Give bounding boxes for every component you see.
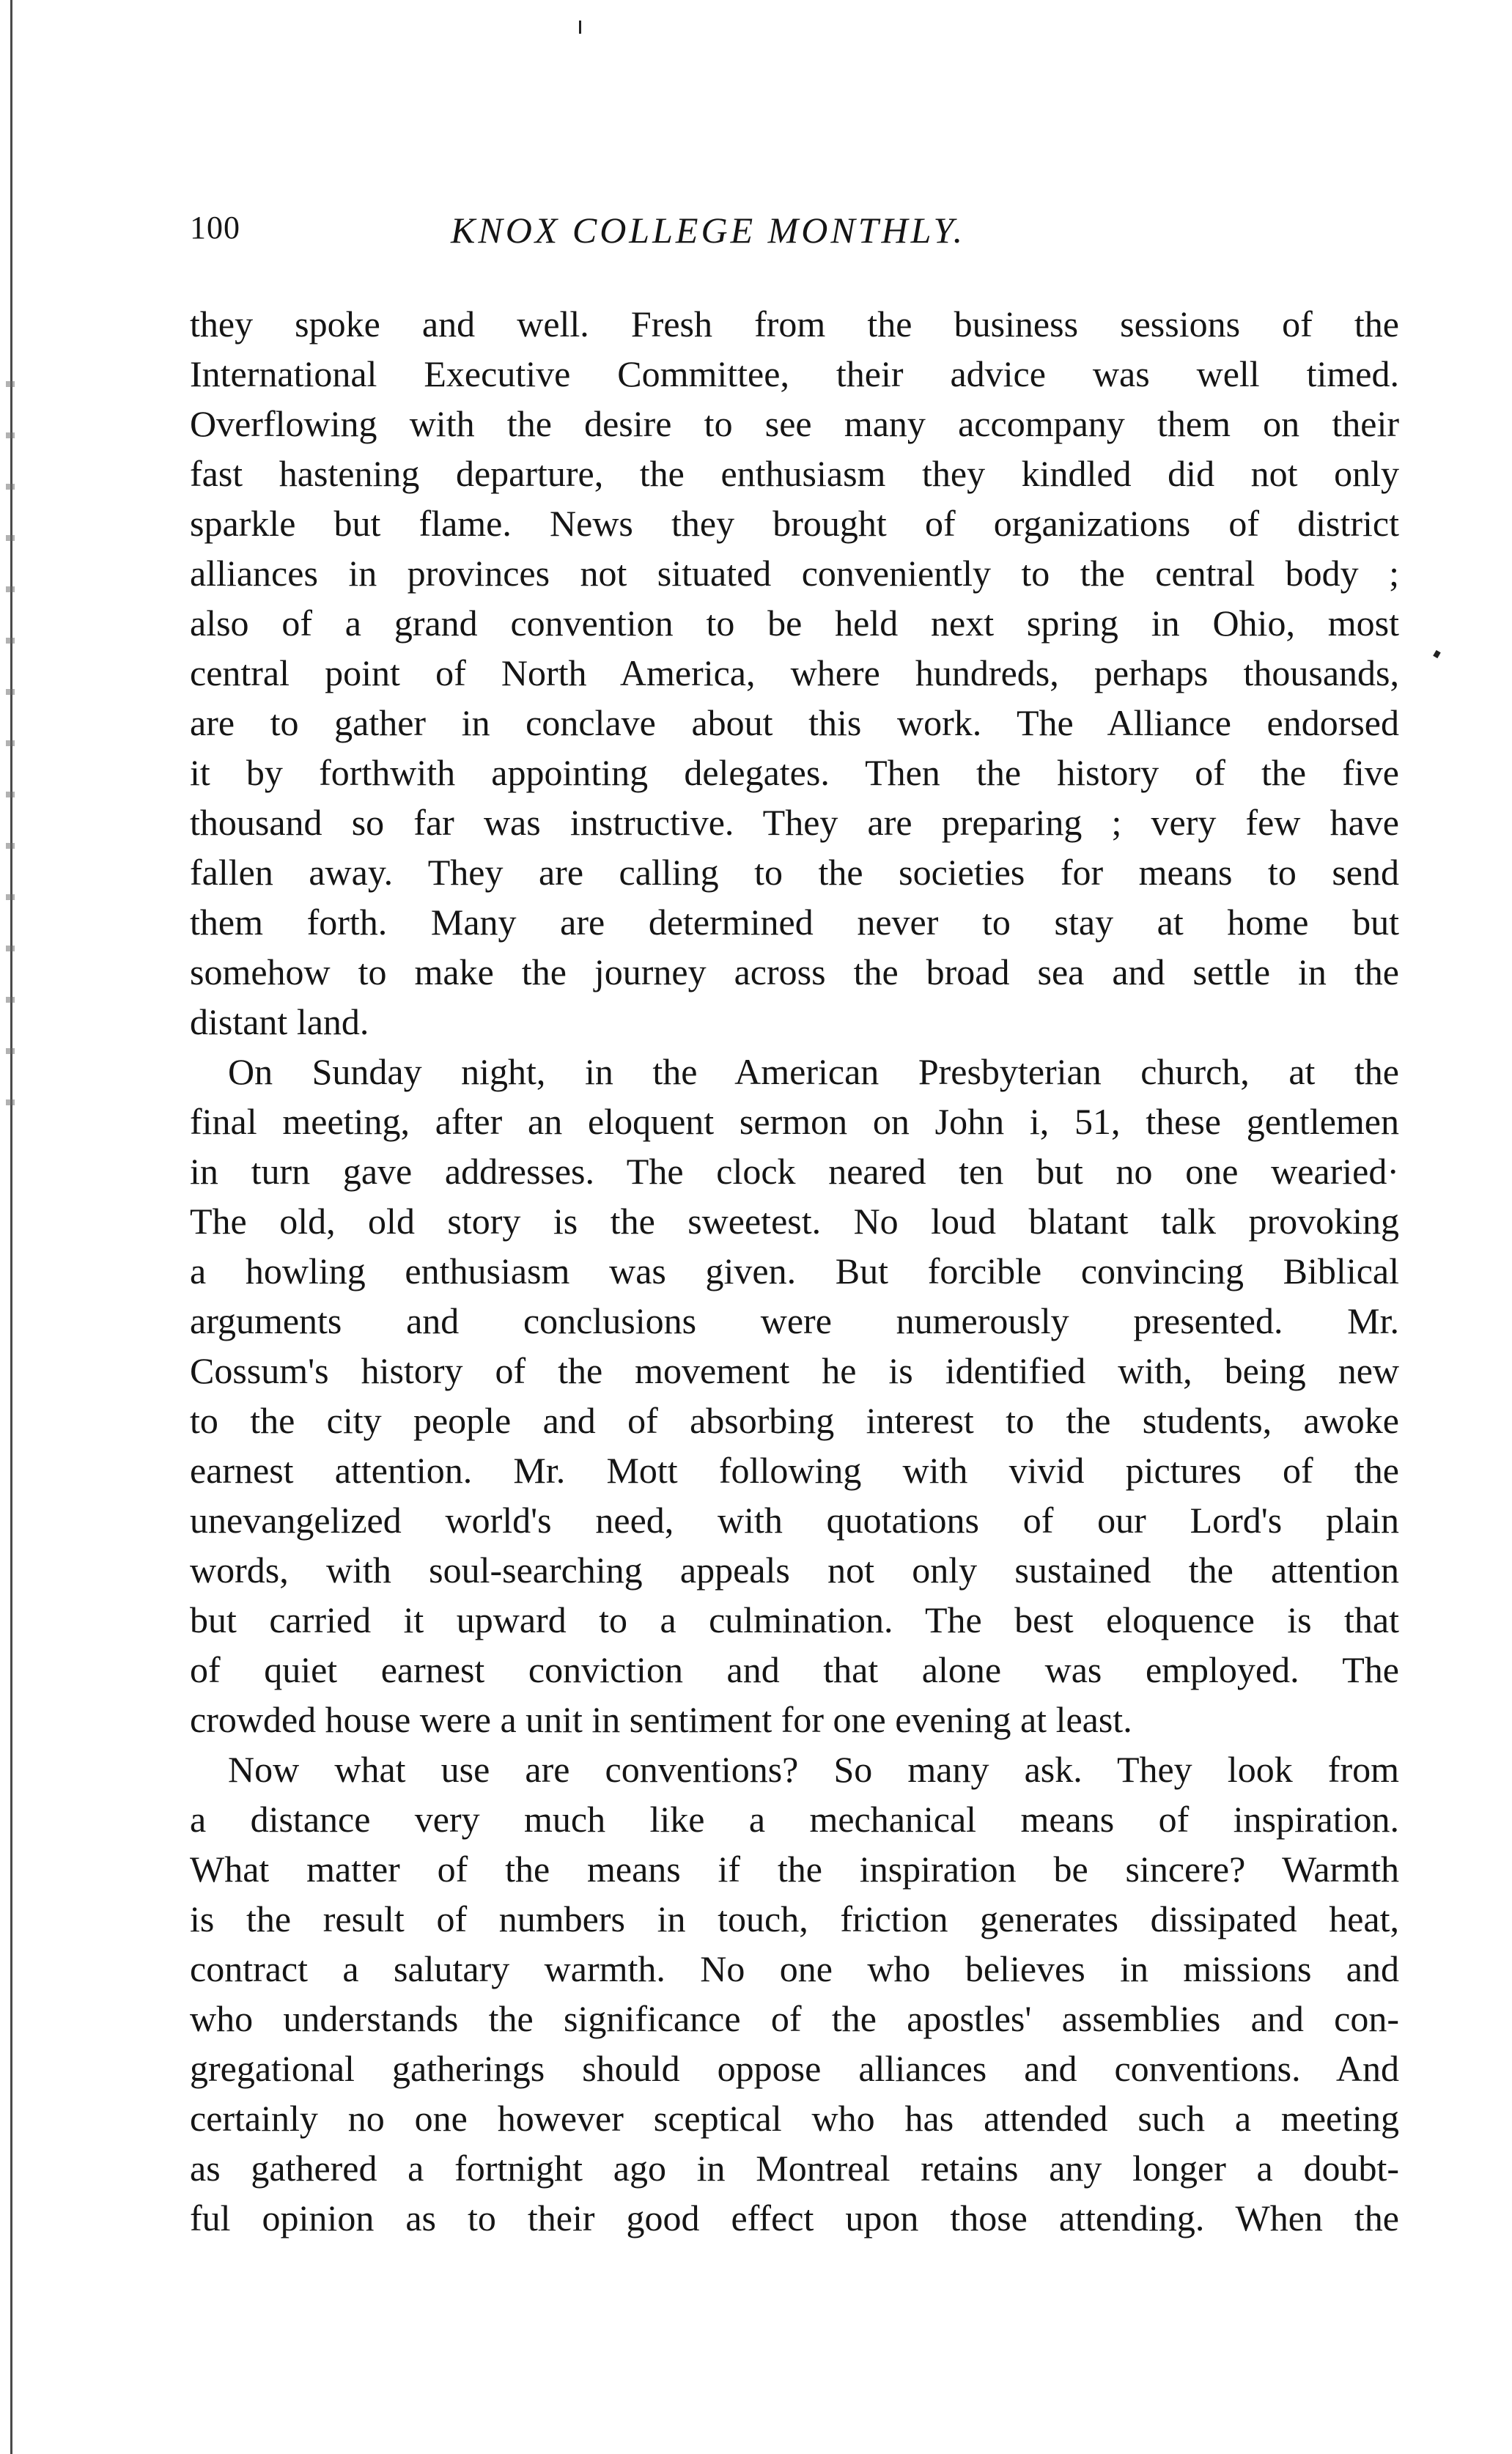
text-line: contract a salutary warmth. No one who believes in missions and (190, 1948, 1399, 1989)
text-line: who understands the significance of the apostles' assemblies and con- (190, 1998, 1399, 2039)
text-line: a howling enthusiasm was given. But forcible convincing Biblical (190, 1250, 1399, 1292)
text-line: but carried it upward to a culmination. The best eloquence is that (190, 1599, 1399, 1640)
running-title: KNOX COLLEGE MONTHLY. (451, 210, 966, 251)
text-line: somehow to make the journey across the broad sea and settle in the (190, 951, 1399, 992)
text-line: they spoke and well. Fresh from the business sessions of the (190, 303, 1399, 344)
text-line: them forth. Many are determined never to stay at home but (190, 902, 1399, 943)
text-line: a distance very much like a mechanical means of inspiration. (190, 1799, 1399, 1840)
text-line: words, with soul-searching appeals not only sustained the attention (190, 1550, 1399, 1591)
text-line: central point of North America, where hundreds, perhaps thousands, (190, 652, 1399, 693)
stray-ink-mark-top (579, 21, 581, 34)
text-line: are to gather in conclave about this work. The Alliance endorsed (190, 702, 1399, 743)
text-line: distant land. (190, 1001, 369, 1042)
text-line: crowded house were a unit in sentiment for one evening at least. (190, 1699, 1132, 1740)
text-line: What matter of the means if the inspiration be sincere? Warmth (190, 1849, 1399, 1890)
page-edge-rule (10, 0, 12, 2454)
margin-scan-marks (6, 381, 15, 1114)
text-line: alliances in provinces not situated conveniently to the central body ; (190, 553, 1399, 594)
text-line: final meeting, after an eloquent sermon on John i, 51, these gentlemen (190, 1101, 1399, 1142)
text-line: Now what use are conventions? So many ask. They look from (228, 1749, 1399, 1790)
text-line: as gathered a fortnight ago in Montreal retains any longer a doubt- (190, 2148, 1399, 2189)
text-line: gregational gatherings should oppose alliances and conventions. And (190, 2048, 1399, 2089)
page-number: 100 (190, 210, 240, 246)
text-line: sparkle but flame. News they brought of organizations of district (190, 503, 1399, 544)
text-line: of quiet earnest conviction and that alone was employed. The (190, 1649, 1399, 1690)
text-line: arguments and conclusions were numerously presented. Mr. (190, 1300, 1399, 1341)
text-line: Cossum's history of the movement he is identified with, being new (190, 1350, 1399, 1391)
text-line: to the city people and of absorbing interest to the students, awoke (190, 1400, 1399, 1441)
text-line: in turn gave addresses. The clock neared ten but no one wearied· (190, 1151, 1399, 1192)
text-line: fast hastening departure, the enthusiasm they kindled did not only (190, 453, 1399, 494)
paragraph-3 (190, 1744, 1399, 2243)
text-line: is the result of numbers in touch, friction generates dissipated heat, (190, 1898, 1399, 1939)
paragraph-2 (190, 1047, 1399, 1744)
text-line: unevangelized world's need, with quotations of our Lord's plain (190, 1500, 1399, 1541)
paragraph-1 (190, 299, 1399, 1047)
stray-ink-mark-right (1433, 650, 1441, 658)
text-line: Overflowing with the desire to see many accompany them on their (190, 403, 1399, 444)
text-line: certainly no one however sceptical who has attended such a meeting (190, 2098, 1399, 2139)
text-line: also of a grand convention to be held next spring in Ohio, most (190, 603, 1399, 644)
text-line: The old, old story is the sweetest. No loud blatant talk provoking (190, 1201, 1399, 1242)
text-line: earnest attention. Mr. Mott following with vivid pictures of the (190, 1450, 1399, 1491)
text-line: International Executive Committee, their advice was well timed. (190, 353, 1399, 394)
text-line: On Sunday night, in the American Presbyterian church, at the (228, 1051, 1399, 1092)
text-line: it by forthwith appointing delegates. Then the history of the five (190, 752, 1399, 793)
text-line: ful opinion as to their good effect upon those attending. When the (190, 2197, 1399, 2239)
article-text (190, 299, 1399, 2243)
text-line: thousand so far was instructive. They are preparing ; very few have (190, 802, 1399, 843)
page-header (190, 209, 1399, 260)
text-line: fallen away. They are calling to the societies for means to send (190, 852, 1399, 893)
